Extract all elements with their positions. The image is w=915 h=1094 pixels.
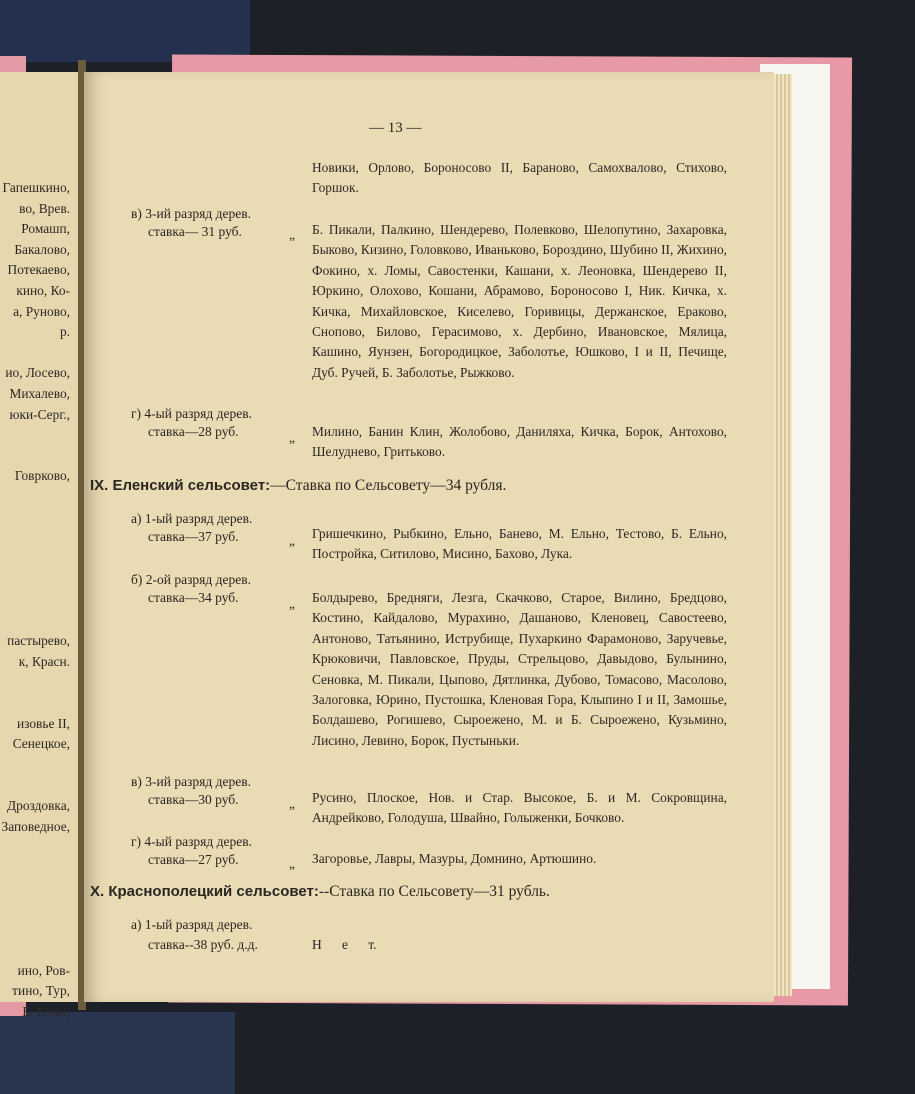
left-page-line: р. xyxy=(59,324,70,340)
rate-label: ставка--38 руб. д.д. xyxy=(148,937,258,952)
left-page-fragment xyxy=(0,72,80,1019)
rate-label: ставка— 31 руб. xyxy=(148,224,242,239)
left-page-line: пастырево, xyxy=(7,633,70,649)
left-page-line: Заповедное, xyxy=(1,818,70,834)
rate-label: ставка—28 руб. xyxy=(148,424,239,439)
village-list: Загоровье, Лавры, Мазуры, Домнино, Артюшино. xyxy=(312,851,597,866)
ditto-mark: „ xyxy=(289,796,295,811)
left-page-line: Гапешкино, xyxy=(2,180,70,195)
left-page-line: тино, Тур, xyxy=(12,983,70,999)
continued-village-list: Новики, Орлово, Бороносово II, Бараново, Самохвалово, Стихово, Горшок. xyxy=(312,160,727,196)
left-page-line: Михалево, xyxy=(9,386,70,401)
left-page-line: во, Врев. xyxy=(19,200,70,216)
left-page-line: кино, Ко- xyxy=(16,283,70,298)
page-number: — 13 — xyxy=(369,120,422,136)
left-page-line: Б. Клин, xyxy=(22,1004,70,1019)
village-list: Милино, Банин Клин, Жолобово, Даниляха, Кичка, Борок, Антохово, Шелуднево, Гритьково. xyxy=(312,424,727,460)
left-page-line: ино, Ров- xyxy=(17,962,70,978)
village-list: Русино, Плоское, Нов. и Стар. Высокое, Б. и М. Сокровщина, Андрейково, Голодуша, Швайно, Голыженки, Бочково. xyxy=(312,790,727,826)
village-list: Болдырево, Бредняги, Лезга, Скачково, Старое, Вилино, Бредцово, Костино, Кайдалово, Мурахино, Дашаново, Кленовец, Савостеево, Антоново, Татьянино, Иструбище, Пухаркино Фарамоново, Заручевье, Крюковичи, Павловское, Пруды, Стрельцово, Давыдово, Булынино, Сеновка, М. Пикали, Цыпово, Дятлинка, Дубово, Томасово, Масолово, Залоговка, Юрино, Пустошка, Кленовая Гора, Клыпино I и II, Замошье, Болдашево, Рогишево, Сыроежено, М. и Б. Сыроежено, Кузьмино, Лисино, Левино, Борок, Пустыньки. xyxy=(312,590,727,748)
rate-label: ставка—30 руб. xyxy=(148,792,239,807)
category-label: а) 1-ый разряд дерев. xyxy=(131,511,253,526)
left-page-line: Дроздовка, xyxy=(7,798,70,813)
rate-label: ставка—34 руб. xyxy=(148,590,239,605)
left-page-line: Потекаево, xyxy=(7,262,70,278)
left-page-line: изовье II, xyxy=(16,715,70,731)
rate-label: ставка—37 руб. xyxy=(148,529,239,544)
category-label: в) 3-ий разряд дерев. xyxy=(131,774,251,789)
category-label: б) 2-ой разряд дерев. xyxy=(131,572,251,587)
page-stack-edges xyxy=(772,74,792,996)
left-page-line: Ромашп, xyxy=(21,221,70,237)
rate-label: ставка—27 руб. xyxy=(148,852,239,867)
village-list-none: Н е т. xyxy=(312,937,377,952)
scanner-background-bottom xyxy=(0,1012,235,1094)
council-ix-heading: IX. Еленский сельсовет:—Ставка по Сельсовету—34 рубля. xyxy=(90,477,507,494)
ditto-mark: „ xyxy=(289,856,295,871)
category-label: г) 4-ый разряд дерев. xyxy=(131,834,252,849)
left-page-line: Говрково, xyxy=(14,468,70,484)
left-page-line: Бакалово, xyxy=(14,241,70,257)
page-13 xyxy=(84,72,774,1002)
village-list: Б. Пикали, Палкино, Шендерево, Полевково, Шелопутино, Захаровка, Быково, Кизино, Головково, Иваньково, Бороздино, Шубино II, Жихино, Фокино, х. Ломы, Савостенки, Кашани, х. Леоновка, Шендерево II, Юркино, Олохово, Кошани, Абрамово, Бороносово I, Ник. Кичка, х. Кичка, Михайловское, Киселево, Горивицы, Держанское, Ераково, Сноповo, Билово, Герасимово, х. Дербино, Ивановское, Мялица, Кашино, Яунзен, Богородицкое, Заболотье, Юшково, I и II, Печище, Дуб. Ручей, Б. Заболотье, Рыжково. xyxy=(312,222,727,380)
left-page-line: к, Красн. xyxy=(18,653,70,669)
left-page-line: Сенецкое, xyxy=(12,736,70,752)
ditto-mark: „ xyxy=(289,533,295,548)
ditto-mark: „ xyxy=(289,227,295,242)
council-x-heading: X. Краснополецкий сельсовет:--Ставка по Сельсовету—31 рубль. xyxy=(90,883,550,900)
category-label: в) 3-ий разряд дерев. xyxy=(131,206,251,221)
category-label: г) 4-ый разряд дерев. xyxy=(131,406,252,421)
village-list: Гришечкино, Рыбкино, Ельно, Банево, М. Ельно, Тестово, Б. Ельно, Постройка, Ситилово, Мисино, Бахово, Лука. xyxy=(312,526,727,562)
left-page-line: а, Руново, xyxy=(13,303,70,319)
left-page-line: ио, Лосево, xyxy=(5,365,70,381)
ditto-mark: „ xyxy=(289,596,295,611)
left-page-line: юки-Серг., xyxy=(9,406,70,422)
category-label: а) 1-ый разряд дерев. xyxy=(131,917,253,932)
ditto-mark: „ xyxy=(289,430,295,445)
scanner-background-top xyxy=(0,0,250,62)
